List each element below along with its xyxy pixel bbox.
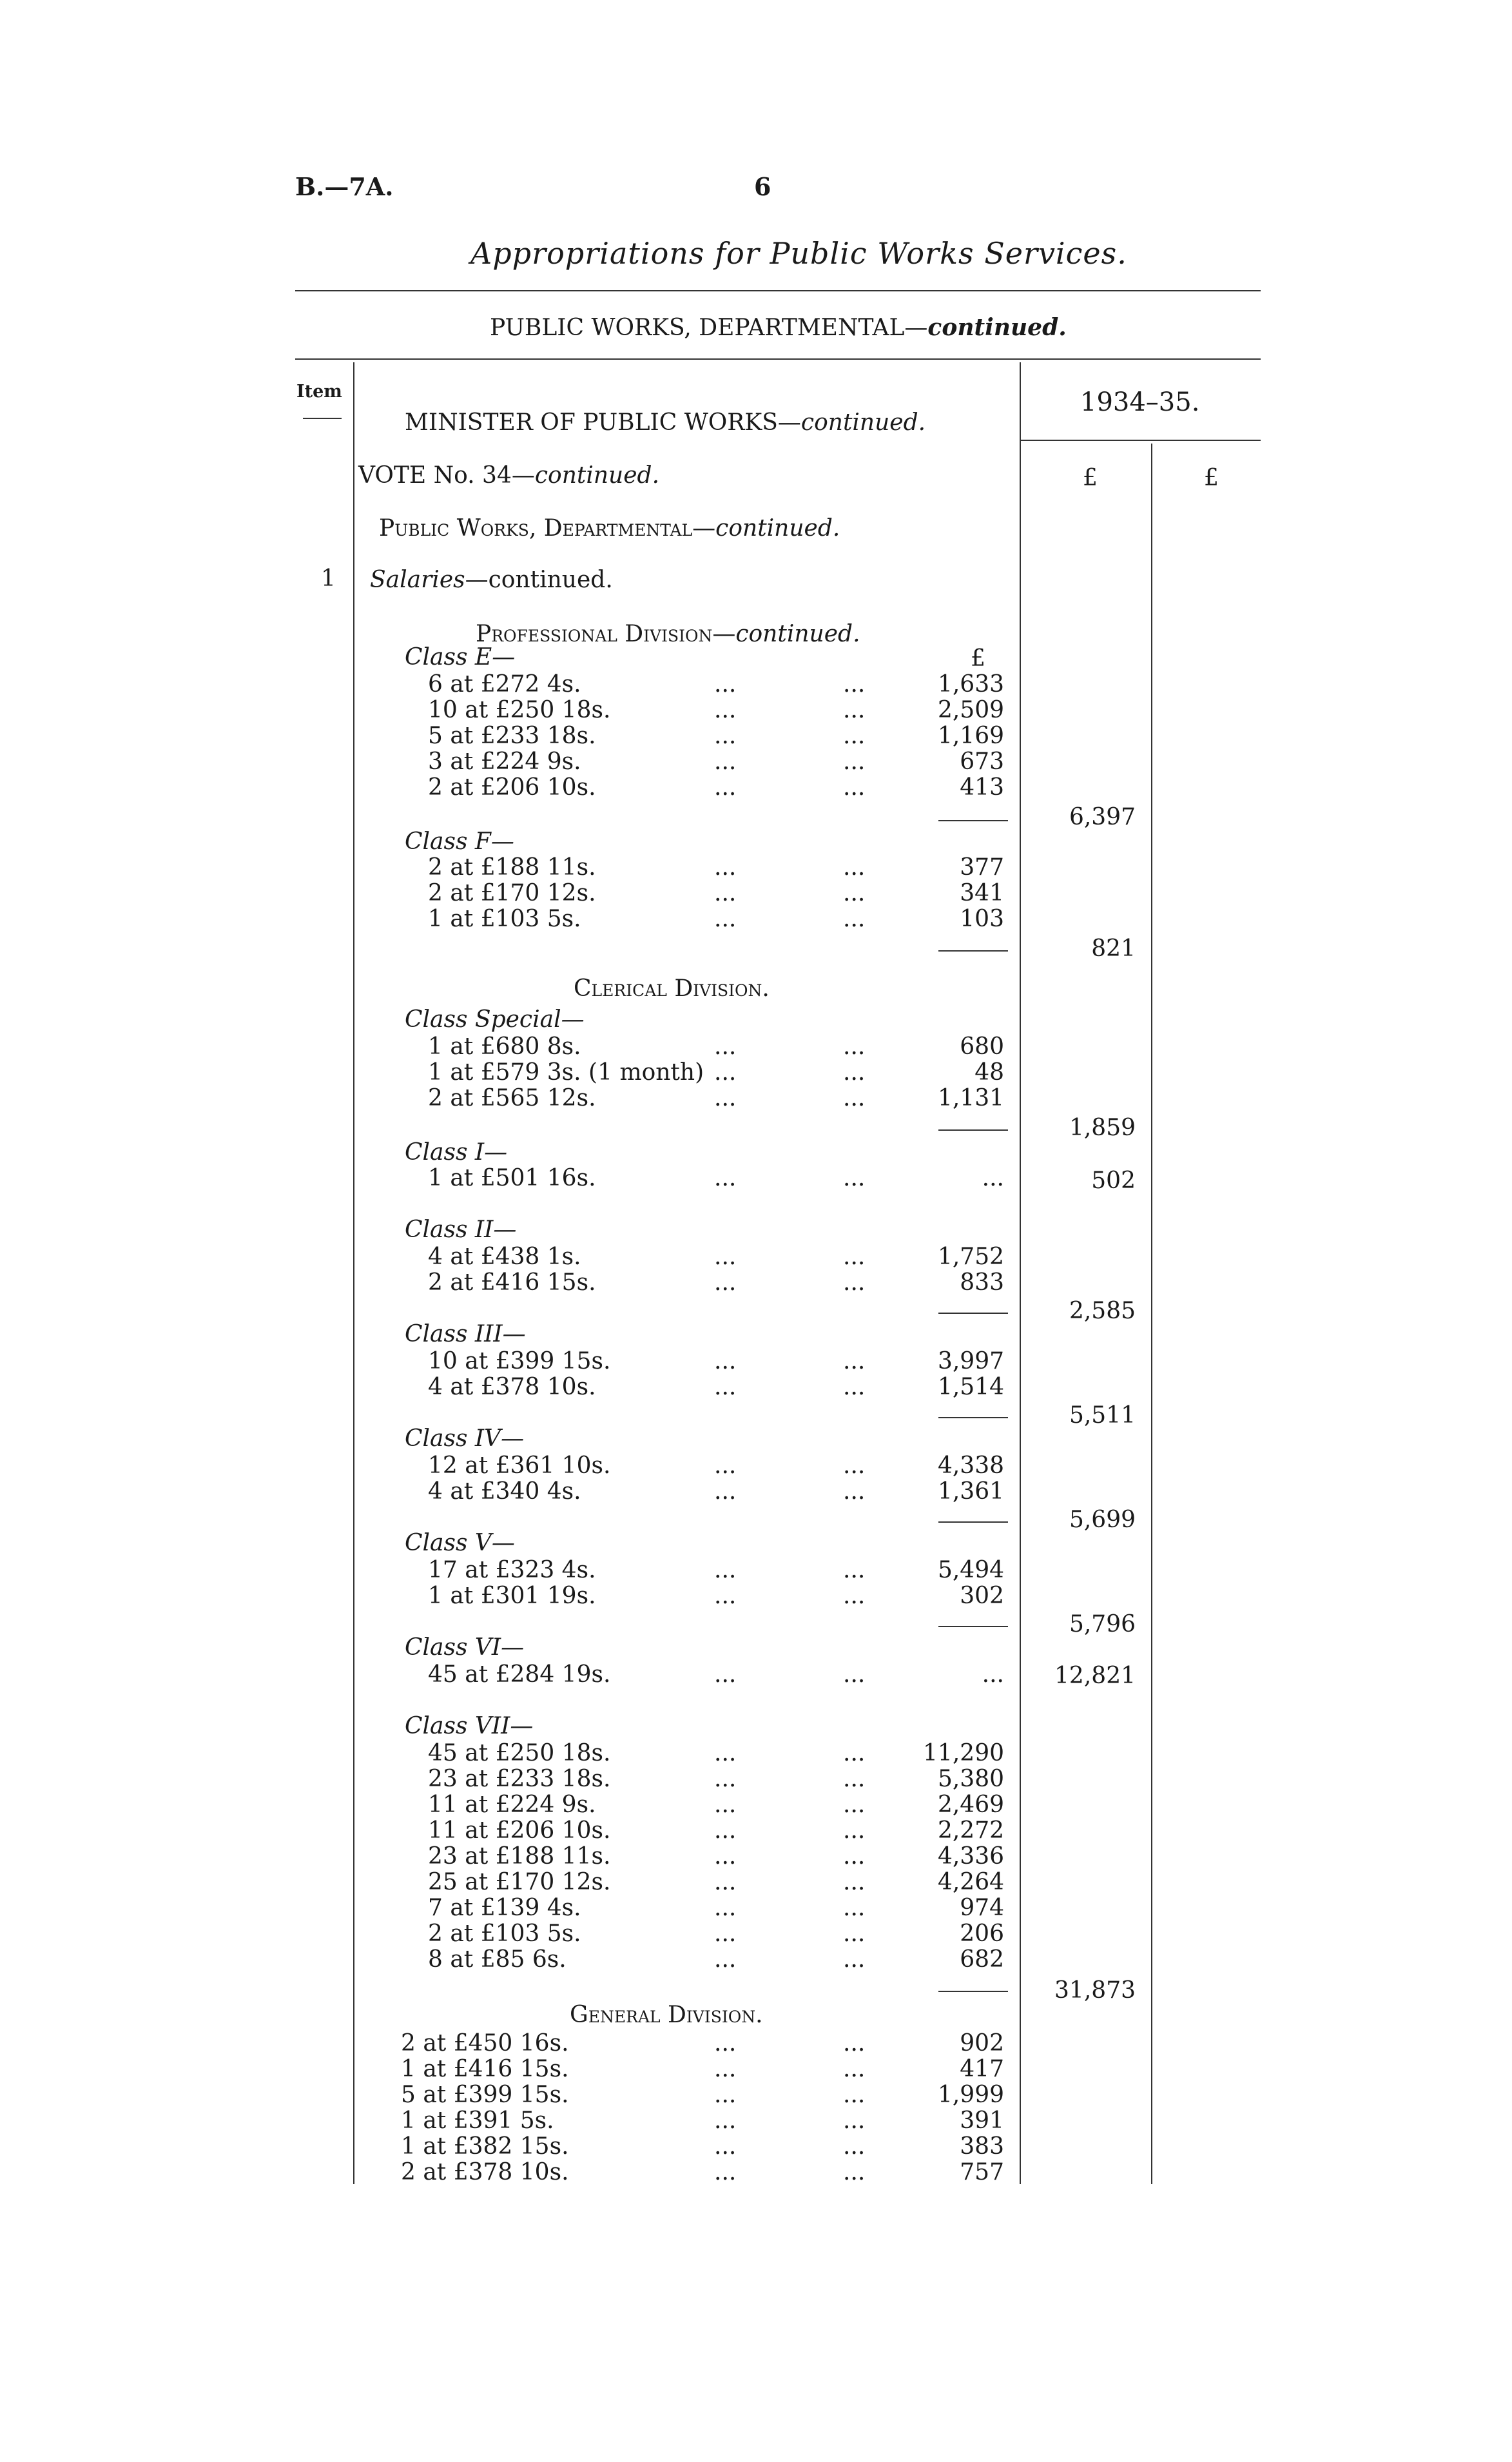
list-item: 1 at £680 8s. (428, 1033, 581, 1060)
amount-cell: 2,509 (937, 697, 1004, 723)
amount-cell: ... (982, 1661, 1004, 1688)
amount-cell: 377 (960, 854, 1004, 881)
pound-column-left: £ (1083, 465, 1098, 491)
list-item: 2 at £206 10s. (428, 774, 596, 801)
amount-cell: 4,338 (937, 1452, 1004, 1479)
list-item: 17 at £323 4s. (428, 1557, 596, 1583)
leader-dots: ... (843, 1059, 866, 1086)
leader-dots: ... (714, 1895, 737, 1921)
list-item: 8 at £85 6s. (428, 1946, 567, 1973)
leader-dots: ... (714, 774, 737, 801)
salaries-heading: Salaries—continued. (370, 567, 613, 593)
leader-dots: ... (714, 1269, 737, 1296)
class-iv-total: 5,699 (1069, 1507, 1136, 1533)
leader-dots: ... (843, 1817, 866, 1844)
leader-dots: ... (714, 1843, 737, 1870)
leader-dots: ... (843, 1085, 866, 1111)
leader-dots: ... (714, 1920, 737, 1947)
amount-cell: 1,633 (937, 671, 1004, 698)
leader-dots: ... (714, 2159, 737, 2185)
list-item: 12 at £361 10s. (428, 1452, 611, 1479)
professional-division-heading: Professional Division—continued. (476, 621, 860, 647)
item-number: 1 (321, 565, 336, 592)
year-column-header: 1934–35. (1080, 387, 1200, 417)
leader-dots: ... (714, 854, 737, 881)
leader-dots: ... (843, 1843, 866, 1870)
subtotal-rule (938, 1991, 1008, 1992)
leader-dots: ... (714, 1869, 737, 1895)
leader-dots: ... (714, 1740, 737, 1766)
page-subtitle: PUBLIC WORKS, DEPARTMENTAL—continued. (490, 314, 1067, 341)
leader-dots: ... (843, 697, 866, 723)
list-item: 2 at £450 16s. (401, 2030, 569, 2057)
leader-dots: ... (714, 1817, 737, 1844)
list-item: 1 at £103 5s. (428, 906, 581, 932)
list-item: 1 at £391 5s. (401, 2107, 554, 2134)
list-item: 10 at £399 15s. (428, 1348, 611, 1374)
class-e-total: 6,397 (1069, 804, 1136, 830)
leader-dots: ... (714, 1374, 737, 1400)
amount-cell: 1,361 (937, 1478, 1004, 1505)
leader-dots: ... (714, 671, 737, 698)
amount-cell: 3,997 (937, 1348, 1004, 1374)
list-item: 25 at £170 12s. (428, 1869, 611, 1895)
class-f-label: Class F— (405, 828, 514, 855)
leader-dots: ... (714, 1165, 737, 1191)
general-division-heading: General Division. (570, 2002, 763, 2028)
leader-dots: ... (843, 1792, 866, 1818)
class-f-total: 821 (1091, 935, 1136, 962)
amount-cell: 11,290 (923, 1740, 1004, 1766)
leader-dots: ... (843, 2030, 866, 2057)
rule-table-top (295, 358, 1261, 360)
list-item: 23 at £188 11s. (428, 1843, 611, 1870)
leader-dots: ... (843, 1269, 866, 1296)
leader-dots: ... (843, 1740, 866, 1766)
leader-dots: ... (843, 1452, 866, 1479)
leader-dots: ... (714, 748, 737, 775)
leader-dots: ... (714, 1661, 737, 1688)
leader-dots: ... (714, 906, 737, 932)
amount-cell: 417 (960, 2056, 1004, 2082)
amount-cell: 673 (960, 748, 1004, 775)
leader-dots: ... (843, 1583, 866, 1609)
leader-dots: ... (714, 723, 737, 749)
list-item: 11 at £206 10s. (428, 1817, 611, 1844)
amount-cell: 48 (974, 1059, 1004, 1086)
amount-cell: 206 (960, 1920, 1004, 1947)
class-ii-label: Class II— (405, 1216, 517, 1243)
list-item: 3 at £224 9s. (428, 748, 581, 775)
amount-cell: 383 (960, 2133, 1004, 2160)
amount-cell: 682 (960, 1946, 1004, 1973)
document-reference: B.—7A. (295, 172, 394, 201)
pound-subheader: £ (971, 645, 985, 672)
class-ii-total: 2,585 (1069, 1298, 1136, 1324)
amount-cell: 974 (960, 1895, 1004, 1921)
list-item: 23 at £233 18s. (428, 1766, 611, 1792)
leader-dots: ... (843, 2133, 866, 2160)
leader-dots: ... (843, 748, 866, 775)
leader-dots: ... (843, 723, 866, 749)
class-iv-label: Class IV— (405, 1425, 525, 1452)
leader-dots: ... (843, 1920, 866, 1947)
list-item: 2 at £188 11s. (428, 854, 596, 881)
amount-cell: 1,999 (937, 2082, 1004, 2108)
leader-dots: ... (843, 906, 866, 932)
item-column-rule (353, 362, 354, 2184)
leader-dots: ... (714, 1792, 737, 1818)
leader-dots: ... (843, 2082, 866, 2108)
leader-dots: ... (843, 1895, 866, 1921)
subtotal-rule (938, 1417, 1008, 1418)
amount-cell: 103 (960, 906, 1004, 932)
list-item: 6 at £272 4s. (428, 671, 581, 698)
list-item: 1 at £382 15s. (401, 2133, 569, 2160)
leader-dots: ... (843, 1244, 866, 1270)
leader-dots: ... (843, 880, 866, 906)
leader-dots: ... (843, 774, 866, 801)
leader-dots: ... (843, 854, 866, 881)
amount-cell: 4,336 (937, 1843, 1004, 1870)
list-item: 2 at £170 12s. (428, 880, 596, 906)
rule-top (295, 290, 1261, 291)
class-vi-label: Class VI— (405, 1634, 525, 1661)
leader-dots: ... (843, 2159, 866, 2185)
amount-cell: 902 (960, 2030, 1004, 2057)
subtotal-rule (938, 1129, 1008, 1131)
leader-dots: ... (843, 2056, 866, 2082)
amount-cell: 302 (960, 1583, 1004, 1609)
leader-dots: ... (843, 1478, 866, 1505)
leader-dots: ... (714, 697, 737, 723)
amount-cell: 1,752 (937, 1244, 1004, 1270)
list-item: 1 at £579 3s. (1 month) (428, 1059, 704, 1086)
pound-column-right: £ (1204, 465, 1219, 491)
year-header-rule (1021, 440, 1261, 441)
leader-dots: ... (714, 1244, 737, 1270)
clerical-division-heading: Clerical Division. (574, 975, 770, 1002)
list-item: 4 at £378 10s. (428, 1374, 596, 1400)
leader-dots: ... (843, 1766, 866, 1792)
list-item: 4 at £438 1s. (428, 1244, 581, 1270)
subtotal-rule (938, 1521, 1008, 1523)
class-vii-total: 31,873 (1054, 1977, 1136, 2004)
leader-dots: ... (714, 1478, 737, 1505)
class-special-total: 1,859 (1069, 1115, 1136, 1141)
leader-dots: ... (714, 2107, 737, 2134)
subtotal-rule (938, 1313, 1008, 1314)
amount-column-rule (1020, 362, 1021, 2184)
leader-dots: ... (843, 1661, 866, 1688)
list-item: 10 at £250 18s. (428, 697, 611, 723)
leader-dots: ... (843, 1033, 866, 1060)
item-header-rule (303, 418, 342, 419)
leader-dots: ... (843, 1348, 866, 1374)
section-heading: Public Works, Departmental—continued. (379, 515, 840, 542)
list-item: 2 at £103 5s. (428, 1920, 581, 1947)
amount-cell: ... (982, 1165, 1004, 1191)
class-e-label: Class E— (405, 644, 516, 670)
amount-cell: 757 (960, 2159, 1004, 2185)
leader-dots: ... (714, 2082, 737, 2108)
subtotal-rule (938, 1626, 1008, 1627)
list-item: 45 at £284 19s. (428, 1661, 611, 1688)
amount-cell: 1,169 (937, 723, 1004, 749)
page-title: Appropriations for Public Works Services. (470, 236, 1127, 271)
class-i-label: Class I— (405, 1139, 508, 1166)
leader-dots: ... (714, 1085, 737, 1111)
page-number: 6 (754, 172, 771, 201)
amount-cell: 413 (960, 774, 1004, 801)
leader-dots: ... (843, 671, 866, 698)
item-column-header: Item (296, 382, 342, 402)
subtotal-rule (938, 950, 1008, 952)
amount-cell: 5,380 (937, 1766, 1004, 1792)
list-item: 1 at £301 19s. (428, 1583, 596, 1609)
leader-dots: ... (843, 1165, 866, 1191)
pound-divider-rule (1151, 444, 1152, 2184)
leader-dots: ... (843, 1946, 866, 1973)
leader-dots: ... (714, 1557, 737, 1583)
class-i-total: 502 (1091, 1167, 1136, 1194)
leader-dots: ... (714, 1766, 737, 1792)
list-item: 5 at £399 15s. (401, 2082, 569, 2108)
class-vi-total: 12,821 (1054, 1663, 1136, 1689)
list-item: 2 at £416 15s. (428, 1269, 596, 1296)
leader-dots: ... (714, 1033, 737, 1060)
amount-cell: 4,264 (937, 1869, 1004, 1895)
list-item: 45 at £250 18s. (428, 1740, 611, 1766)
vote-heading: VOTE No. 34—continued. (358, 462, 660, 489)
minister-heading: MINISTER OF PUBLIC WORKS—continued. (405, 409, 926, 436)
list-item: 1 at £416 15s. (401, 2056, 569, 2082)
amount-cell: 833 (960, 1269, 1004, 1296)
class-iii-total: 5,511 (1069, 1402, 1136, 1429)
class-vii-label: Class VII— (405, 1713, 534, 1739)
leader-dots: ... (714, 880, 737, 906)
amount-cell: 391 (960, 2107, 1004, 2134)
leader-dots: ... (714, 2056, 737, 2082)
amount-cell: 2,272 (937, 1817, 1004, 1844)
leader-dots: ... (714, 2133, 737, 2160)
class-special-label: Class Special— (405, 1006, 585, 1033)
leader-dots: ... (843, 1869, 866, 1895)
amount-cell: 1,131 (937, 1085, 1004, 1111)
leader-dots: ... (843, 1374, 866, 1400)
leader-dots: ... (714, 1348, 737, 1374)
list-item: 2 at £565 12s. (428, 1085, 596, 1111)
class-iii-label: Class III— (405, 1321, 526, 1347)
class-v-total: 5,796 (1069, 1611, 1136, 1637)
leader-dots: ... (714, 1946, 737, 1973)
leader-dots: ... (714, 1452, 737, 1479)
amount-cell: 1,514 (937, 1374, 1004, 1400)
leader-dots: ... (843, 1557, 866, 1583)
amount-cell: 680 (960, 1033, 1004, 1060)
list-item: 11 at £224 9s. (428, 1792, 596, 1818)
list-item: 2 at £378 10s. (401, 2159, 569, 2185)
subtotal-rule (938, 820, 1008, 821)
leader-dots: ... (714, 1583, 737, 1609)
leader-dots: ... (843, 2107, 866, 2134)
list-item: 4 at £340 4s. (428, 1478, 581, 1505)
list-item: 1 at £501 16s. (428, 1165, 596, 1191)
amount-cell: 2,469 (937, 1792, 1004, 1818)
list-item: 7 at £139 4s. (428, 1895, 581, 1921)
list-item: 5 at £233 18s. (428, 723, 596, 749)
class-v-label: Class V— (405, 1530, 515, 1556)
leader-dots: ... (714, 2030, 737, 2057)
amount-cell: 5,494 (937, 1557, 1004, 1583)
leader-dots: ... (714, 1059, 737, 1086)
amount-cell: 341 (960, 880, 1004, 906)
